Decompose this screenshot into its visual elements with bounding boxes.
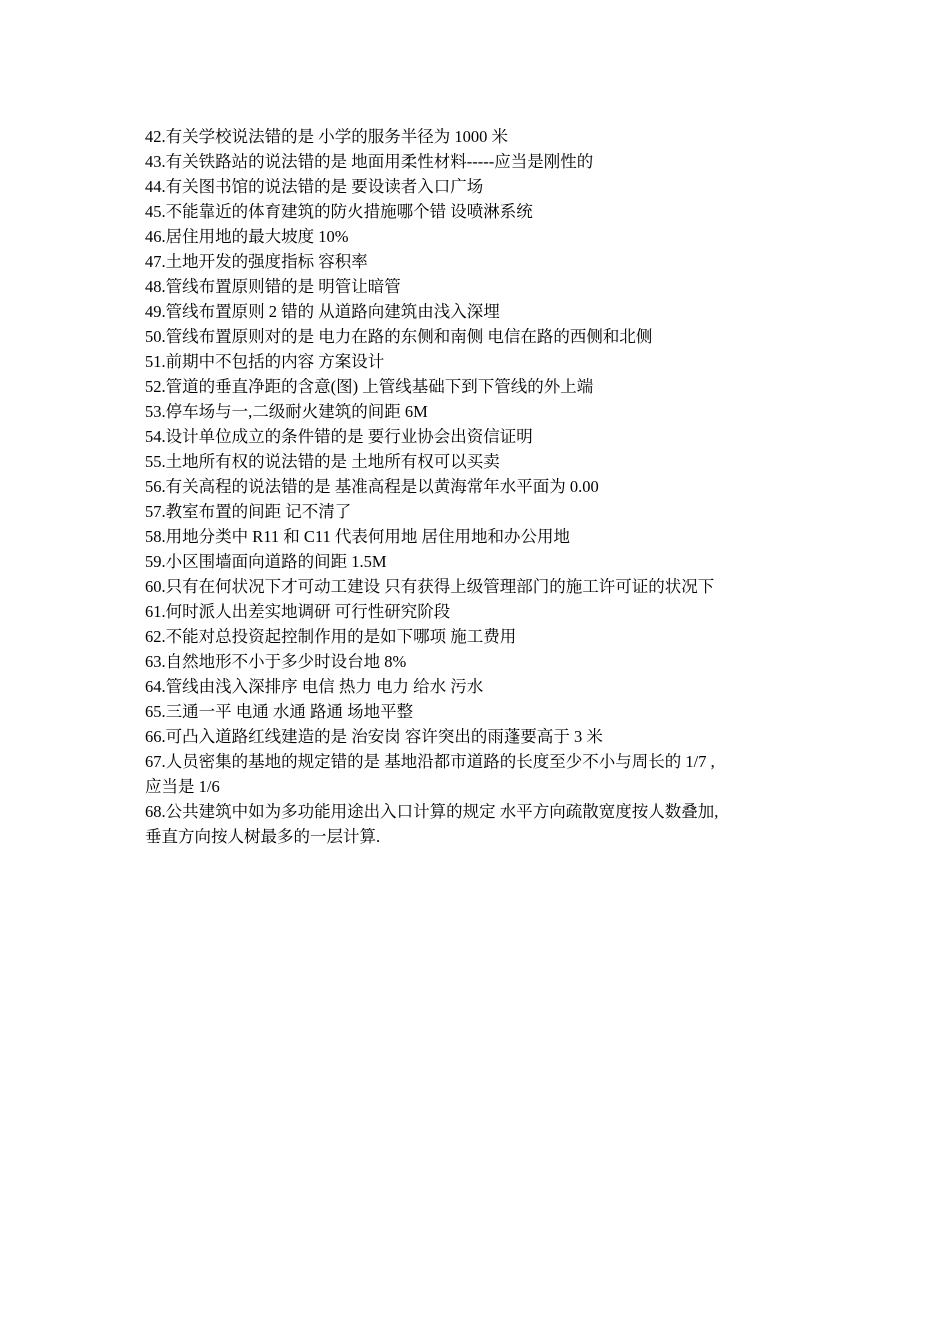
text-line-64: 64.管线由浅入深排序 电信 热力 电力 给水 污水 — [145, 677, 484, 696]
text-line-67-continued: 应当是 1/6 — [145, 777, 220, 796]
text-line-68: 68.公共建筑中如为多功能用途出入口计算的规定 水平方向疏散宽度按人数叠加, — [145, 802, 719, 821]
text-line-45: 45.不能靠近的体育建筑的防火措施哪个错 设喷淋系统 — [145, 202, 533, 221]
text-line-68-continued: 垂直方向按人树最多的一层计算. — [145, 827, 381, 846]
text-line-61: 61.何时派人出差实地调研 可行性研究阶段 — [145, 602, 451, 621]
text-line-50: 50.管线布置原则对的是 电力在路的东侧和南侧 电信在路的西侧和北侧 — [145, 327, 653, 346]
text-line-46: 46.居住用地的最大坡度 10% — [145, 227, 349, 246]
text-line-43: 43.有关铁路站的说法错的是 地面用柔性材料-----应当是刚性的 — [145, 152, 594, 171]
text-line-51: 51.前期中不包括的内容 方案设计 — [145, 352, 385, 371]
text-line-49: 49.管线布置原则 2 错的 从道路向建筑由浅入深埋 — [145, 302, 500, 321]
text-line-55: 55.土地所有权的说法错的是 土地所有权可以买卖 — [145, 452, 500, 471]
text-line-57: 57.教室布置的间距 记不清了 — [145, 502, 352, 521]
text-line-48: 48.管线布置原则错的是 明管让暗管 — [145, 277, 401, 296]
text-line-67: 67.人员密集的基地的规定错的是 基地沿都市道路的长度至少不小与周长的 1/7 , — [145, 752, 715, 771]
text-line-53: 53.停车场与一,二级耐火建筑的间距 6M — [145, 402, 428, 421]
text-line-42: 42.有关学校说法错的是 小学的服务半径为 1000 米 — [145, 127, 508, 146]
text-line-65: 65.三通一平 电通 水通 路通 场地平整 — [145, 702, 414, 721]
text-line-60: 60.只有在何状况下才可动工建设 只有获得上级管理部门的施工许可证的状况下 — [145, 577, 715, 596]
text-line-54: 54.设计单位成立的条件错的是 要行业协会出资信证明 — [145, 427, 533, 446]
text-line-58: 58.用地分类中 R11 和 C11 代表何用地 居住用地和办公用地 — [145, 527, 571, 546]
text-line-66: 66.可凸入道路红线建造的是 治安岗 容许突出的雨蓬要高于 3 米 — [145, 727, 603, 746]
text-line-63: 63.自然地形不小于多少时设台地 8% — [145, 652, 407, 671]
text-line-44: 44.有关图书馆的说法错的是 要设读者入口广场 — [145, 177, 484, 196]
text-line-56: 56.有关高程的说法错的是 基准高程是以黄海常年水平面为 0.00 — [145, 477, 599, 496]
text-line-52: 52.管道的垂直净距的含意(图) 上管线基础下到下管线的外上端 — [145, 377, 594, 396]
text-line-62: 62.不能对总投资起控制作用的是如下哪项 施工费用 — [145, 627, 517, 646]
document-body — [145, 124, 825, 849]
text-line-59: 59.小区围墙面向道路的间距 1.5M — [145, 552, 387, 571]
text-line-47: 47.土地开发的强度指标 容积率 — [145, 252, 368, 271]
